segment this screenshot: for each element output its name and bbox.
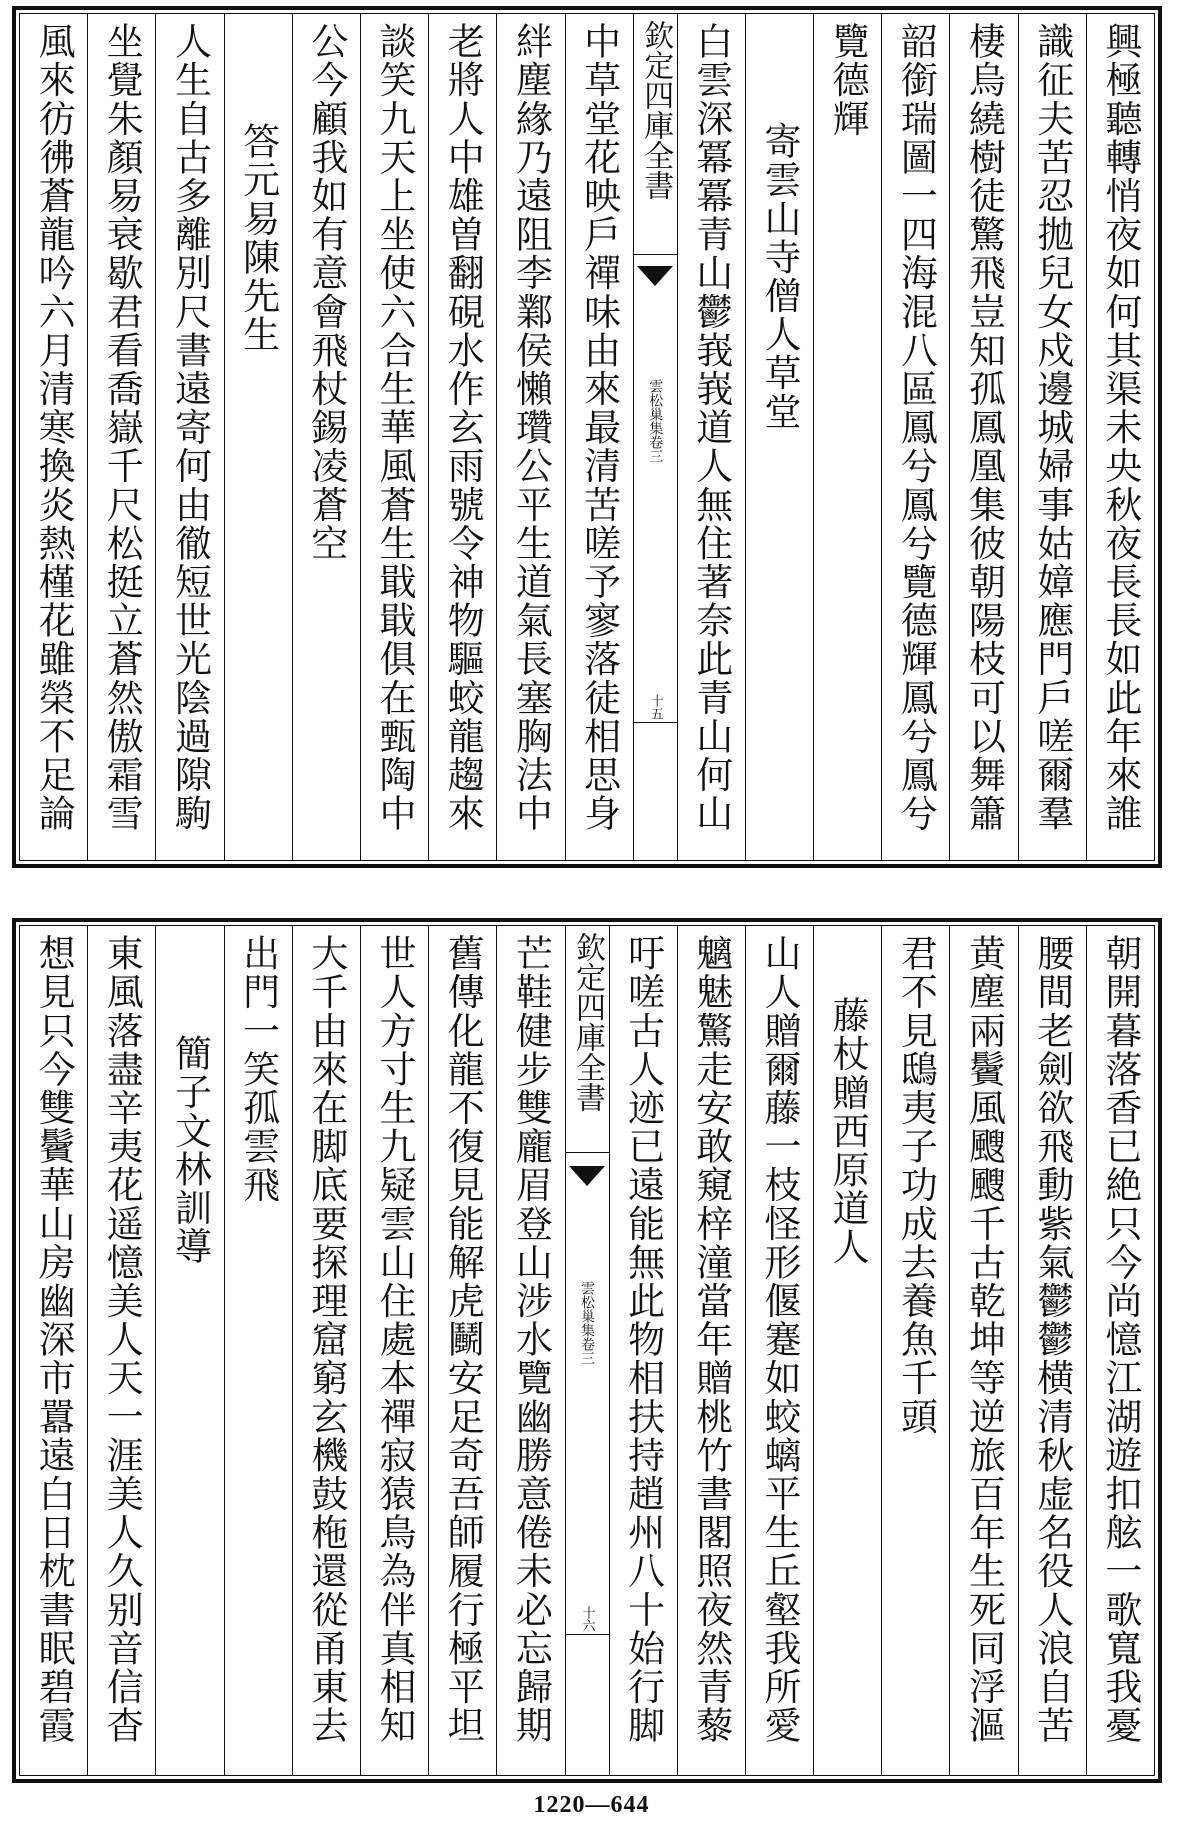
- collection-label: 雲松巢集卷三: [647, 379, 664, 463]
- text-column: 大千由來在脚底要探理窟窮玄機鼓柂還從甬東去: [292, 926, 360, 1775]
- book-title: 欽定四庫全書: [570, 932, 605, 1112]
- text-column: 魑魅驚走安敢窺梓潼當年贈桃竹書閣照夜然青藜: [677, 926, 745, 1775]
- text-column: 腰間老劍欲飛動紫氣鬱鬱横清秋虚名役人浪自苦: [1018, 926, 1086, 1775]
- text-column: 山人贈爾藤一枝怪形偃蹇如蛟螭平生丘壑我所愛: [745, 926, 813, 1775]
- top-columns: [20, 14, 1154, 860]
- text-column: 黄塵兩鬢風颼颼千古乾坤等逆旅百年生死同浮漚: [949, 926, 1017, 1775]
- fold-rule: [634, 722, 677, 723]
- text-column: 韶銜瑞圖一四海混八區鳳兮鳳兮覽德輝鳳兮鳳兮: [881, 14, 949, 860]
- text-column: 吁嗟古人迹已遠能無此物相扶持趙州八十始行脚: [609, 926, 677, 1775]
- text-column: 白雲深冪冪青山鬱峩峩道人無住著奈此青山何山: [677, 14, 745, 860]
- text-column: 出門一笑孤雲飛: [224, 926, 292, 1775]
- text-column: 棲烏繞樹徒驚飛豈知孤鳳凰集彼朝陽枝可以舞簫: [949, 14, 1017, 860]
- text-column: 坐覺朱顏易衰歇君看喬嶽千尺松挺立蒼然傲霜雪: [87, 14, 155, 860]
- text-column: 興極聽轉悄夜如何其渠未央秋夜長長如此年來誰: [1086, 14, 1154, 860]
- center-fold: [565, 926, 609, 1775]
- fold-rule: [566, 1152, 609, 1153]
- text-column: 東風落盡辛夷花遥憶美人天一涯美人久别音信杳: [87, 926, 155, 1775]
- fold-rule: [634, 254, 677, 255]
- text-column: 人生自古多離別尺書遠寄何由徹短世光陰過隙駒: [155, 14, 223, 860]
- image-code: 1220—644: [533, 1792, 650, 1818]
- fold-rule: [566, 1634, 609, 1635]
- page-top: [12, 6, 1162, 868]
- text-column: 絆塵緣乃遠阻李鄴侯懶瓚公平生道氣長塞胸法中: [496, 14, 564, 860]
- text-column: 世人方寸生九疑雲山住處本禪寂猿鳥為伴真相知: [360, 926, 428, 1775]
- text-column: 老將人中雄曽翻硯水作玄雨號令神物驅蛟龍趨來: [428, 14, 496, 860]
- book-title: 欽定四庫全書: [638, 20, 674, 200]
- fishtail-mark: [569, 1166, 605, 1186]
- text-column: 芒鞋健步雙龐眉登山涉水覽幽勝意倦未必忘歸期: [496, 926, 564, 1775]
- text-column: 談笑九天上坐使六合生華風蒼生戢戢俱在甄陶中: [360, 14, 428, 860]
- poem-title-column: 簡子文林訓導: [155, 926, 223, 1775]
- text-column: 識征夫苦忍拋兒女戍邊城婦事姑嫜應門戶嗟爾羣: [1018, 14, 1086, 860]
- text-column: 風來彷彿蒼龍吟六月清寒換炎熱槿花雖榮不足論: [32, 22, 76, 833]
- page-bottom: [12, 918, 1162, 1783]
- text-column: 君不見鴟夷子功成去養魚千頭: [881, 926, 949, 1775]
- text-column: 覽德輝: [813, 14, 881, 860]
- center-fold: [633, 14, 677, 860]
- collection-label: 雲松巢集卷三: [579, 1281, 595, 1365]
- fishtail-mark: [637, 266, 673, 286]
- poem-title-column: 藤杖贈西原道人: [813, 926, 881, 1775]
- folio-number: 十六: [579, 1606, 595, 1632]
- text-column: 朝開暮落香已絶只今尚憶江湖遊扣舷一歌寬我憂: [1086, 926, 1154, 1775]
- poem-title-column: 答元易陳先生: [224, 14, 292, 860]
- bottom-columns: [20, 926, 1154, 1775]
- text-column: 中草堂花映戶禪味由來最清苦嗟予寥落徒相思身: [565, 14, 633, 860]
- text-column: 公今顧我如有意會飛杖錫凌蒼空: [292, 14, 360, 860]
- folio-number: 十五: [647, 694, 663, 720]
- poem-title-column: 寄雲山寺僧人草堂: [745, 14, 813, 860]
- text-column: 舊傳化龍不復見能解虎鬭安足奇吾師履行極平坦: [428, 926, 496, 1775]
- text-column: 想見只今雙鬢華山房幽深市囂遠白日枕書眠碧霞: [32, 934, 76, 1745]
